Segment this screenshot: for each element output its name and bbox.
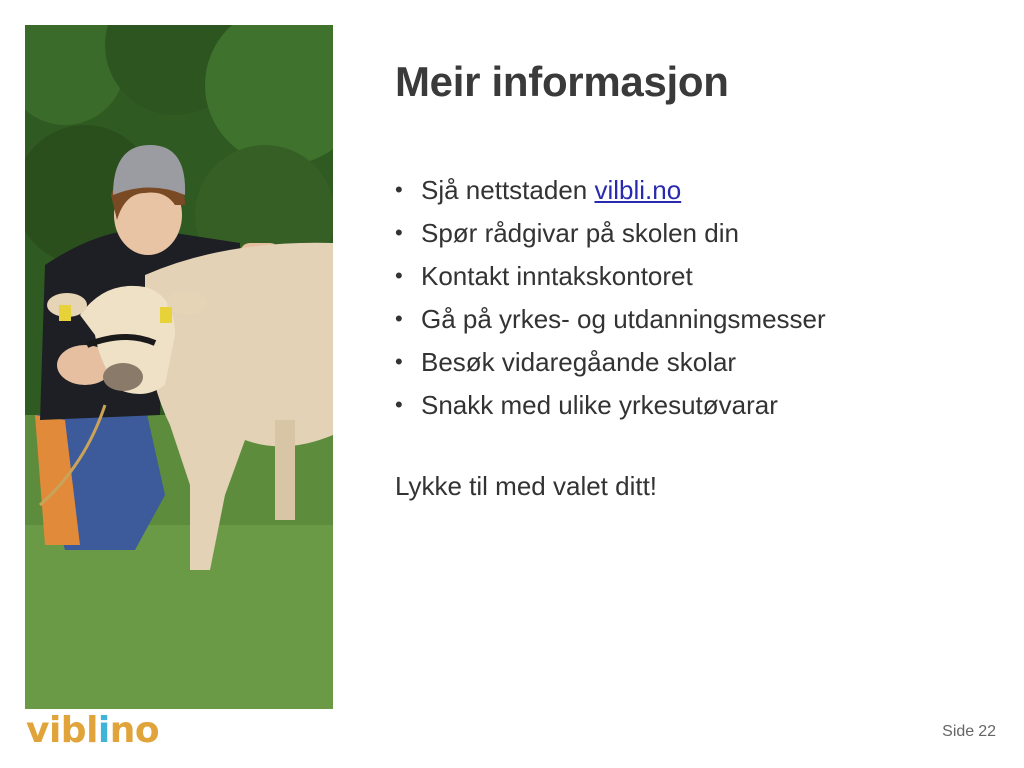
logo-part-3: no <box>109 710 160 751</box>
closing-text: Lykke til med valet ditt! <box>395 471 658 501</box>
bullet-item <box>395 299 826 342</box>
bullet-list <box>395 170 826 428</box>
bullet-item <box>395 213 826 256</box>
bullet-text: Kontakt inntakskontoret <box>421 261 693 291</box>
bullet-text: Spør rådgivar på skolen din <box>421 218 739 248</box>
bullet-item <box>395 170 826 213</box>
vilbli-logo <box>26 710 159 751</box>
slide-photo <box>25 25 333 709</box>
logo-part-2: i <box>97 710 110 751</box>
photo-illustration <box>25 25 333 709</box>
page-number <box>938 723 996 741</box>
bullet-text: Sjå nettstaden <box>421 175 595 205</box>
bullet-item <box>395 256 826 299</box>
bullet-text: Gå på yrkes- og utdanningsmesser <box>421 304 826 334</box>
bullet-text: Besøk vidaregåande skolar <box>421 347 737 377</box>
bullet-item <box>395 385 826 428</box>
page-number-value: 22 <box>978 723 996 740</box>
slide-title: Meir informasjon <box>395 58 729 105</box>
bullet-item <box>395 342 826 385</box>
logo-part-1: vibl <box>26 710 98 751</box>
page-label: Side <box>942 723 975 740</box>
bullet-text: Snakk med ulike yrkesutøvarar <box>421 390 778 420</box>
vilbli-link[interactable]: vilbli.no <box>594 175 682 205</box>
